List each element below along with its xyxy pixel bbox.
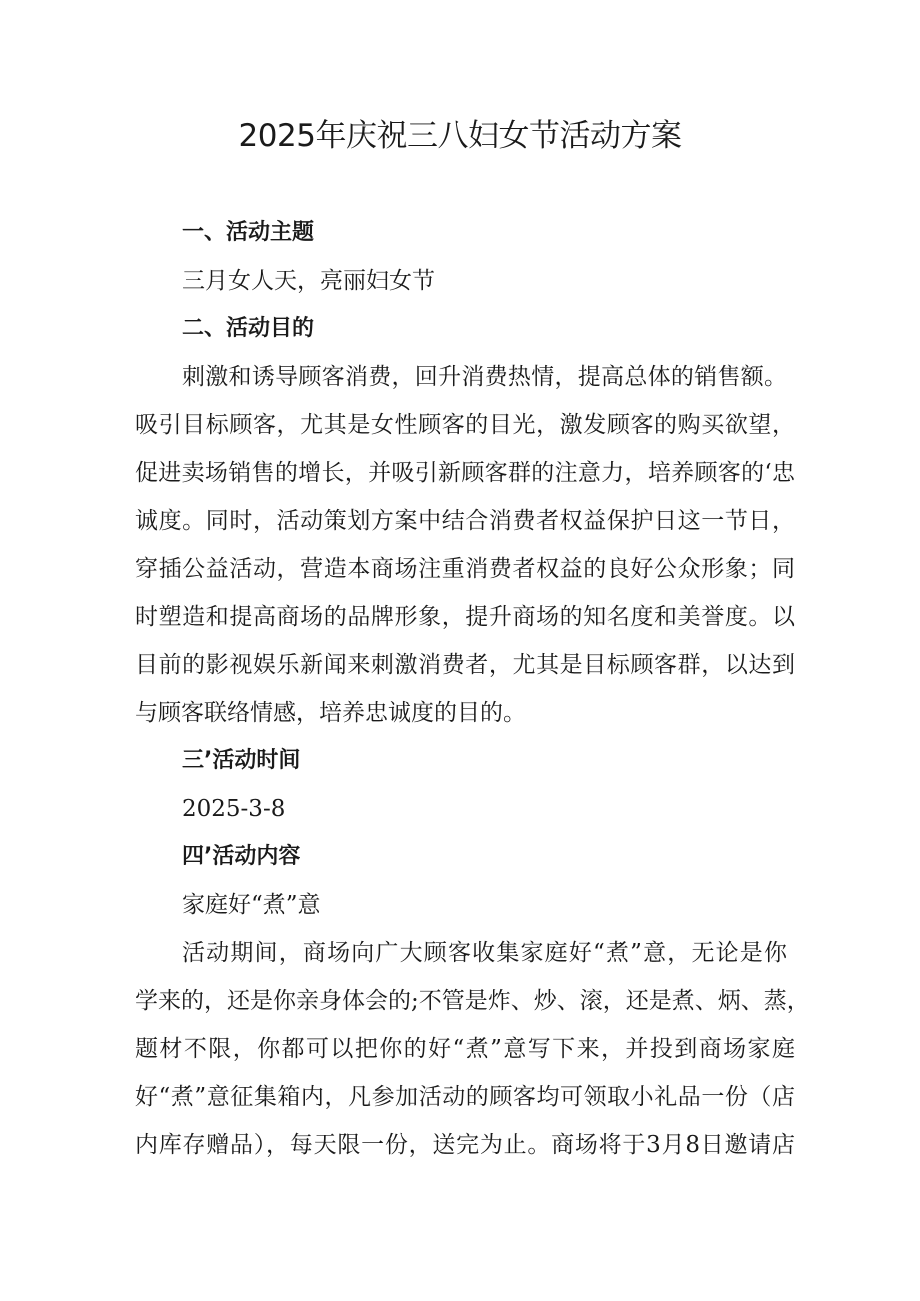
- section-2-line: 吸引目标顾客，尤其是女性顾客的目光，激发顾客的购买欲望，: [135, 412, 795, 438]
- section-3-heading: 三’活动时间: [182, 748, 301, 773]
- section-3-text: 2025-3-8: [182, 796, 286, 822]
- section-2-line: 刺激和诱导顾客消费，回升消费热情，提高总体的销售额。: [182, 364, 787, 390]
- section-4-line: 学来的，还是你亲身体会的;不管是炸、炒、滚，还是煮、炳、蒸，: [135, 988, 810, 1014]
- section-2-heading: 二、活动目的: [182, 316, 315, 341]
- section-2-line: 穿插公益活动，营造本商场注重消费者权益的良好公众形象；同: [135, 556, 795, 582]
- section-4-line: 题材不限，你都可以把你的好“煮”意写下来，并投到商场家庭: [135, 1036, 795, 1062]
- section-4-heading: 四’活动内容: [182, 844, 301, 869]
- section-2-line: 诚度。同时，活动策划方案中结合消费者权益保护日这一节日，: [135, 508, 795, 534]
- section-2-line: 时塑造和提高商场的品牌形象，提升商场的知名度和美誉度。以: [135, 604, 795, 630]
- section-1-heading: 一、活动主题: [182, 220, 315, 245]
- section-2-line: 目前的影视娱乐新闻来刺激消费者，尤其是目标顾客群，以达到: [135, 652, 795, 678]
- document-title: 2025年庆祝三八妇女节活动方案: [238, 118, 682, 154]
- section-1-text: 三月女人天，亮丽妇女节: [182, 268, 435, 294]
- section-4-subtitle: 家庭好“煮”意: [182, 892, 321, 918]
- section-2-line: 与顾客联络情感，培养忠诚度的目的。: [135, 700, 526, 726]
- section-4-line: 好“煮”意征集箱内，凡参加活动的顾客均可领取小礼品一份（店: [135, 1084, 795, 1110]
- section-4-line: 内库存赠品），每天限一份，送完为止。商场将于3月8日邀请店: [135, 1132, 795, 1158]
- section-2-line: 促进卖场销售的增长，并吸引新顾客群的注意力，培养顾客的‘忠: [135, 460, 795, 486]
- section-4-line: 活动期间，商场向广大顾客收集家庭好“煮”意，无论是你: [182, 940, 787, 966]
